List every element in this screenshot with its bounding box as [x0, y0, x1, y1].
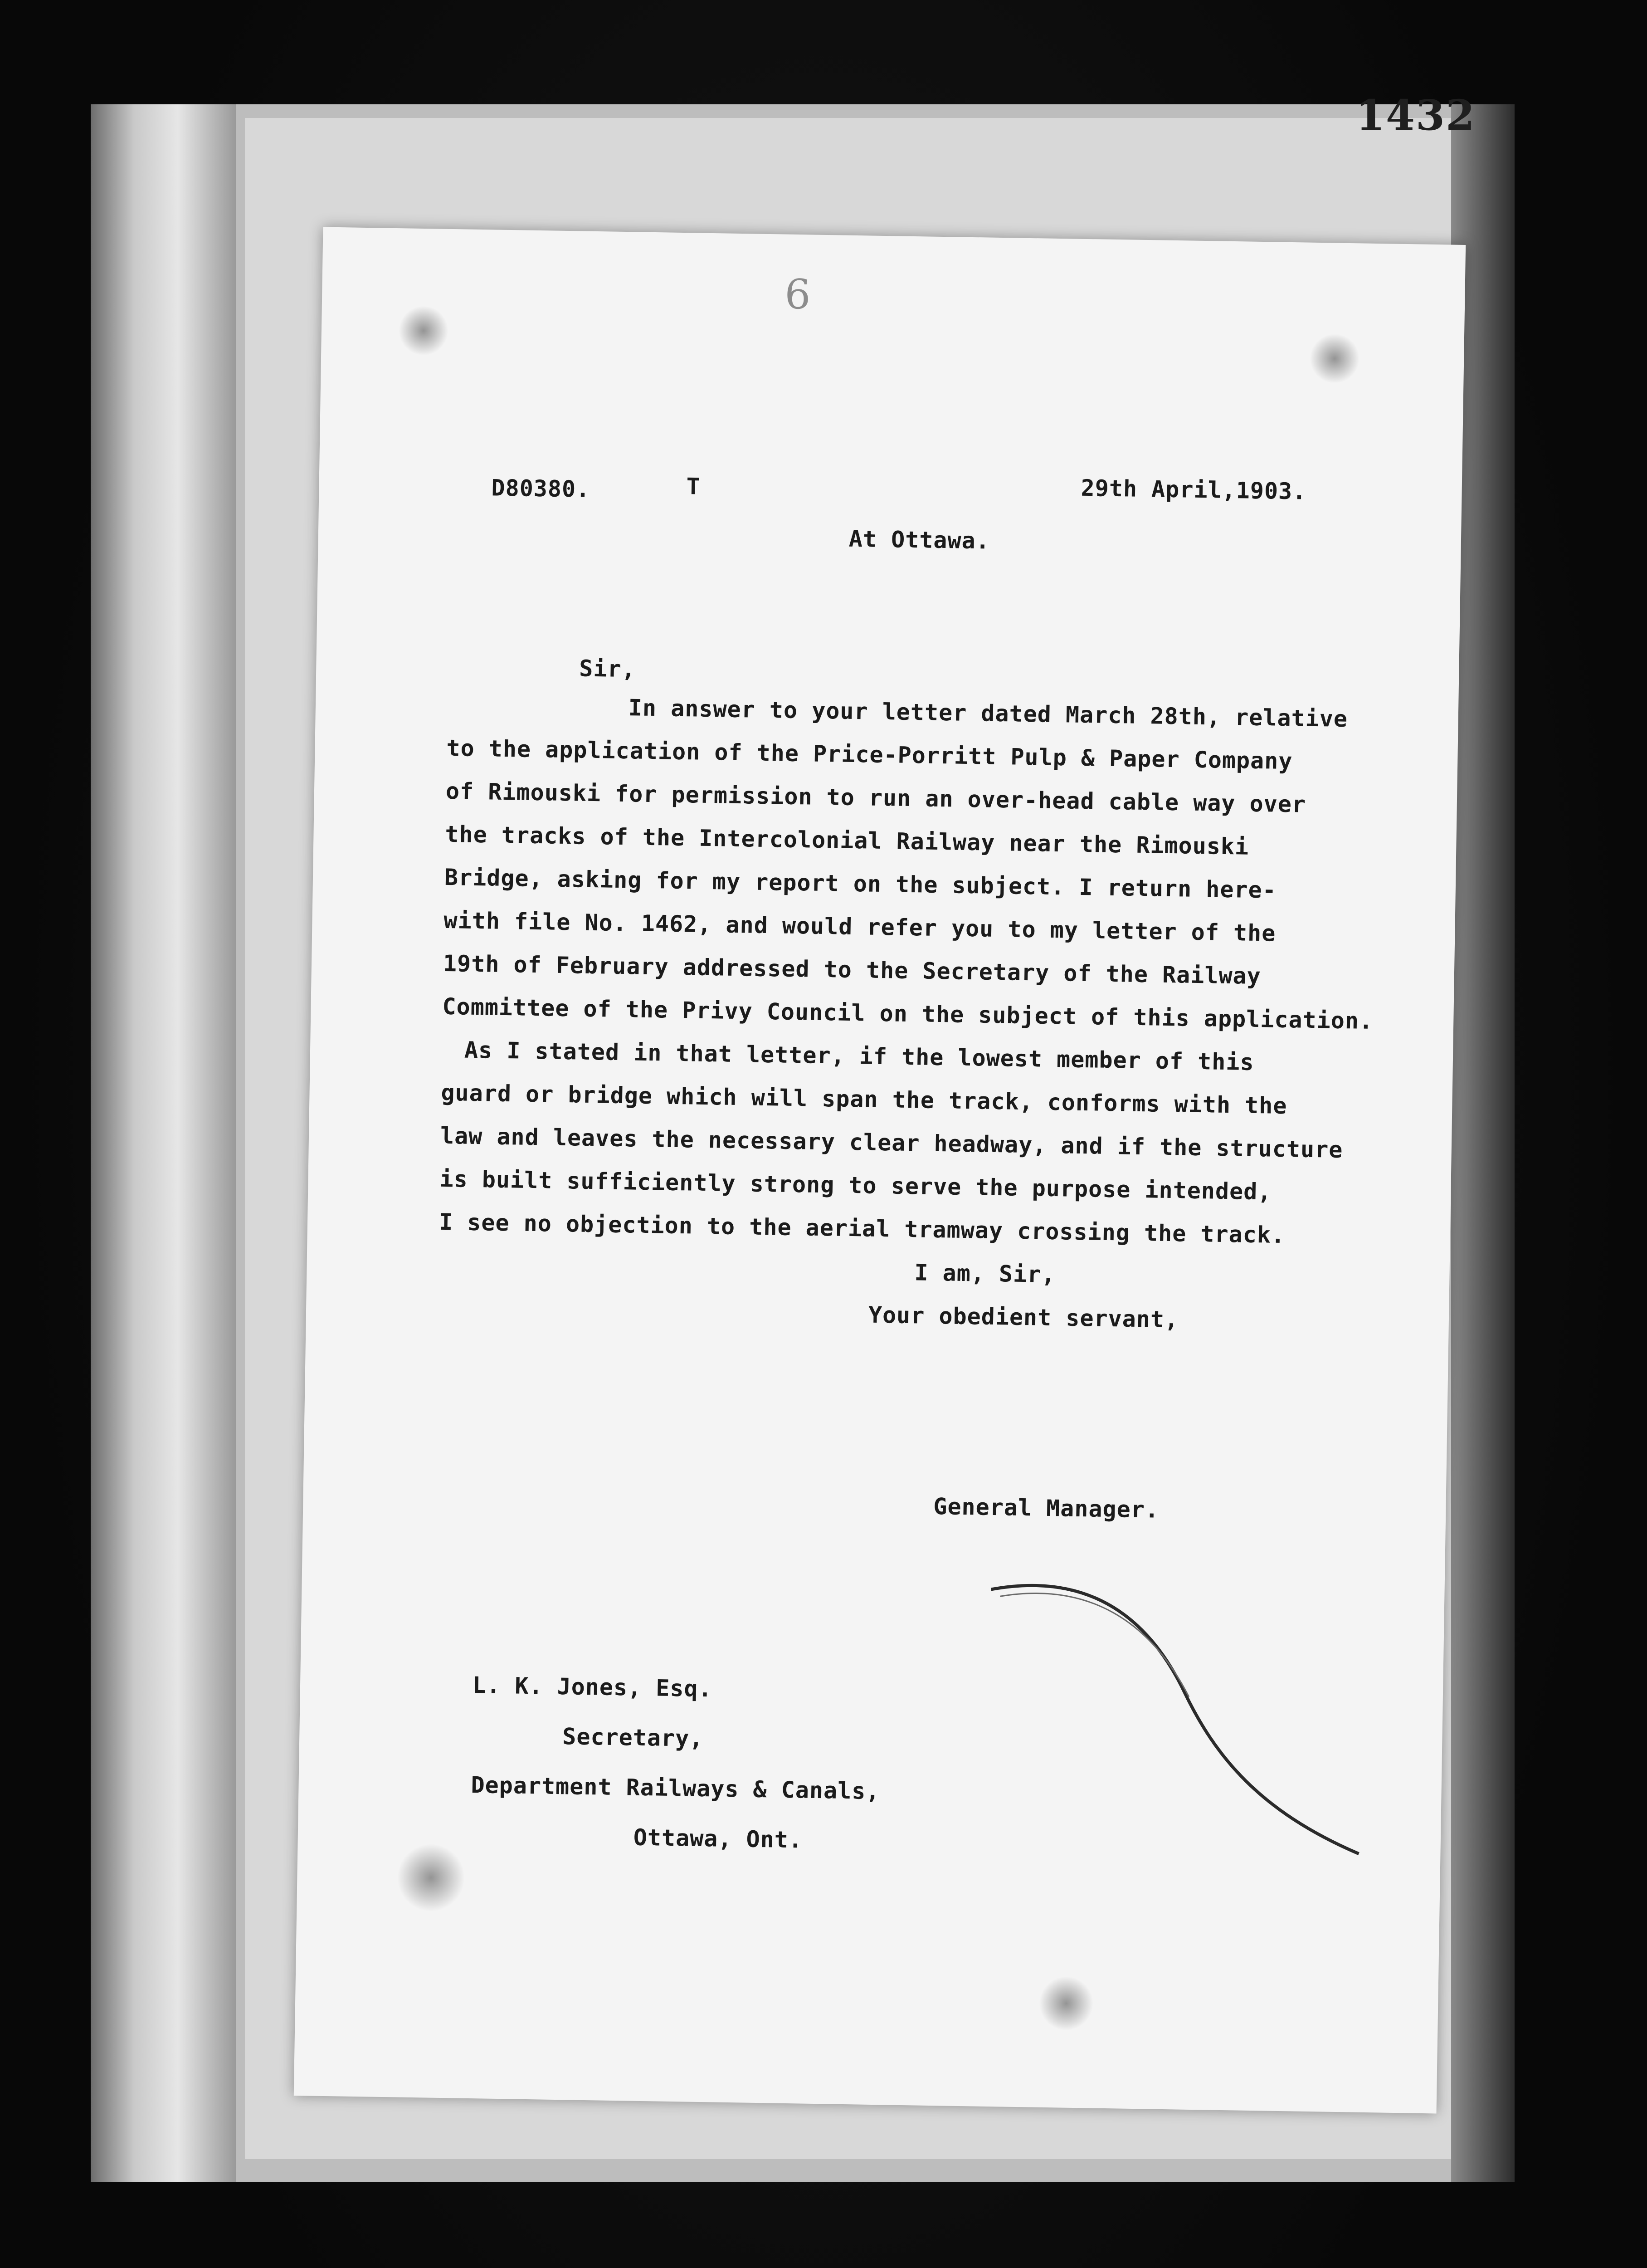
pencil-mark: 6 — [784, 270, 811, 319]
smudge — [1309, 333, 1360, 384]
folio-number: 1432 — [1356, 91, 1476, 140]
letter-mark: T — [686, 473, 701, 500]
addressee-title: Secretary, — [562, 1723, 704, 1752]
body-line: with file No. 1462, and would refer you to my letter of the — [443, 907, 1276, 947]
letter-reference: D80380. — [491, 474, 590, 503]
salutation: Sir, — [579, 655, 636, 683]
signature-title: General Manager. — [933, 1493, 1160, 1523]
body-line: to the application of the Price-Porritt Pulp & Paper Company — [446, 734, 1293, 775]
body-line: the tracks of the Intercolonial Railway near the Rimouski — [445, 821, 1249, 860]
letter-location: At Ottawa. — [848, 525, 990, 554]
letter-date: 29th April,1903. — [1081, 474, 1307, 505]
body-line: I see no objection to the aerial tramway crossing the track. — [439, 1208, 1286, 1249]
addressee-city: Ottawa, Ont. — [633, 1824, 803, 1853]
body-line: is built sufficiently strong to serve the purpose intended, — [439, 1165, 1272, 1205]
body-line: law and leaves the necessary clear headway, and if the structure — [440, 1122, 1343, 1163]
body-line: Committee of the Privy Council on the subject of this application. — [442, 993, 1374, 1035]
smudge — [398, 305, 449, 356]
letter-sheet — [294, 227, 1466, 2113]
closing-servant: Your obedient servant, — [868, 1301, 1179, 1333]
body-line: Bridge, asking for my report on the subject. I return here- — [444, 864, 1277, 904]
body-line: As I stated in that letter, if the lowest member of this — [464, 1036, 1255, 1075]
addressee-department: Department Railways & Canals, — [471, 1772, 880, 1805]
signature-flourish — [969, 1553, 1382, 1877]
addressee-name: L. K. Jones, Esq. — [472, 1672, 713, 1702]
body-line: In answer to your letter dated March 28th, relative — [628, 694, 1348, 733]
book-left-page-edge — [91, 104, 236, 2182]
smudge — [396, 1843, 465, 1912]
body-line: guard or bridge which will span the track, conforms with the — [441, 1079, 1287, 1119]
body-line: of Rimouski for permission to run an over-head cable way over — [445, 777, 1306, 818]
smudge — [1038, 1976, 1094, 2031]
closing: I am, Sir, — [914, 1259, 1056, 1288]
body-line: 19th of February addressed to the Secretary of the Railway — [443, 950, 1262, 990]
